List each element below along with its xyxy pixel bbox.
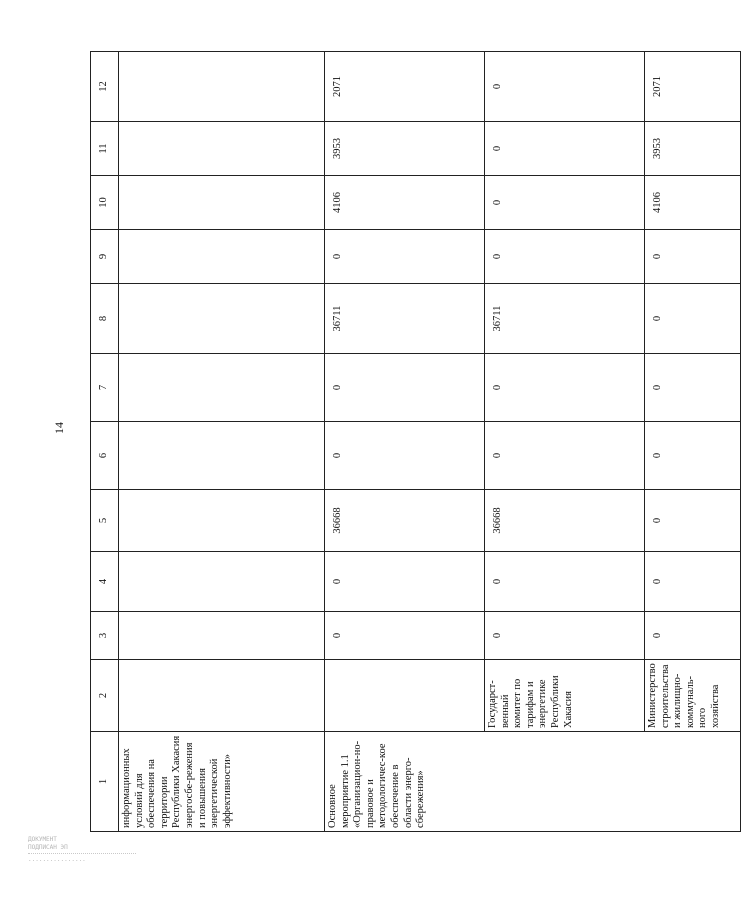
value-cell [119, 284, 325, 354]
header-cell: 1 [91, 732, 119, 832]
value-cell [119, 422, 325, 490]
value-cell: 0 [645, 490, 741, 552]
header-cell: 2 [91, 660, 119, 732]
header-cell: 12 [91, 52, 119, 122]
value-cell: 4106 [645, 176, 741, 230]
header-cell: 3 [91, 612, 119, 660]
value-cell [119, 230, 325, 284]
value-cell [119, 490, 325, 552]
value-cell: 0 [645, 354, 741, 422]
measure-name-cell: Основное мероприятие 1.1 «Организацион-но-правовое и методологичес-кое обеспечение в области энерго-сбережения» [325, 732, 485, 832]
header-cell: 6 [91, 422, 119, 490]
value-cell [119, 612, 325, 660]
table-row [485, 52, 645, 832]
value-cell: 4106 [325, 176, 485, 230]
value-cell: 2071 [645, 52, 741, 122]
rotated-table-container [90, 52, 721, 832]
value-cell [119, 122, 325, 176]
table-row [645, 52, 741, 832]
stamp-divider [28, 853, 136, 854]
value-cell: 0 [485, 552, 645, 612]
value-cell [119, 176, 325, 230]
program-funding-table [90, 51, 741, 832]
value-cell: 0 [485, 52, 645, 122]
executor-cell: Государст-венный комитет по тарифам и энергетике Республики Хакасия [485, 660, 645, 732]
value-cell: 0 [325, 354, 485, 422]
value-cell [119, 52, 325, 122]
executor-cell: Министерство строительства и жилищно-коммуналь-ного хозяйства [645, 660, 741, 732]
header-cell: 7 [91, 354, 119, 422]
value-cell: 0 [645, 284, 741, 354]
measure-name-cell: информационных условий для обеспечения на территории Республики Хакасия энергосбе-режения и повышения энергетической эффективности» [119, 732, 325, 832]
value-cell: 0 [325, 612, 485, 660]
value-cell: 36711 [485, 284, 645, 354]
value-cell: 36668 [485, 490, 645, 552]
value-cell: 0 [485, 422, 645, 490]
header-cell: 4 [91, 552, 119, 612]
value-cell: 0 [645, 230, 741, 284]
value-cell: 36668 [325, 490, 485, 552]
header-cell: 11 [91, 122, 119, 176]
stamp-line: ДОКУМЕНТ [28, 836, 57, 843]
value-cell: 3953 [325, 122, 485, 176]
value-cell: 0 [325, 422, 485, 490]
measure-name-cell [645, 732, 741, 832]
table-row [119, 52, 325, 832]
stamp-line: ................ [28, 856, 86, 863]
value-cell: 0 [485, 230, 645, 284]
value-cell: 2071 [325, 52, 485, 122]
value-cell: 0 [325, 552, 485, 612]
value-cell: 0 [485, 354, 645, 422]
value-cell [119, 552, 325, 612]
header-cell: 5 [91, 490, 119, 552]
value-cell: 0 [645, 422, 741, 490]
measure-name-cell [485, 732, 645, 832]
executor-cell [119, 660, 325, 732]
header-cell: 8 [91, 284, 119, 354]
header-cell: 9 [91, 230, 119, 284]
page-number: 14 [52, 422, 66, 434]
table-header-row [91, 52, 119, 832]
executor-cell [325, 660, 485, 732]
value-cell: 0 [485, 176, 645, 230]
value-cell: 3953 [645, 122, 741, 176]
table-row [325, 52, 485, 832]
value-cell: 0 [485, 612, 645, 660]
faded-stamp [28, 836, 136, 880]
stamp-line: ПОДПИСАН ЭП [28, 844, 68, 851]
value-cell: 36711 [325, 284, 485, 354]
value-cell: 0 [325, 230, 485, 284]
header-cell: 10 [91, 176, 119, 230]
value-cell: 0 [645, 552, 741, 612]
value-cell: 0 [485, 122, 645, 176]
value-cell [119, 354, 325, 422]
value-cell: 0 [645, 612, 741, 660]
